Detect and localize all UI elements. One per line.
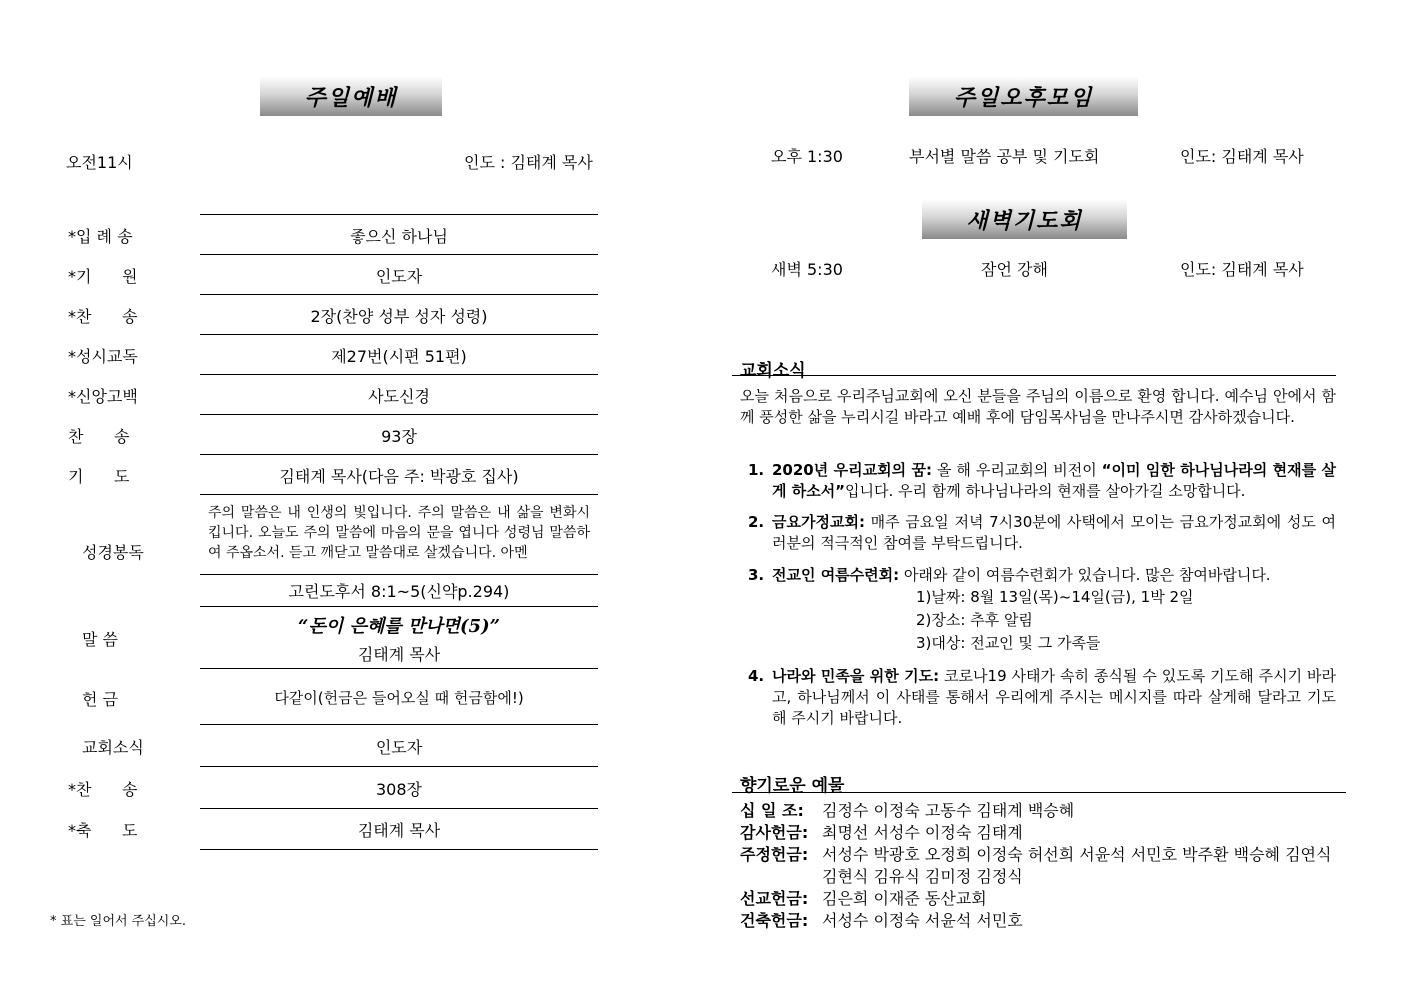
item-title: 나라와 민족을 위한 기도:	[772, 667, 940, 685]
retreat-target: 3)대상: 전교인 및 그 가족들	[916, 634, 1101, 652]
divider	[200, 574, 598, 575]
news-item-2	[748, 512, 1336, 554]
divider	[732, 792, 1346, 793]
item-number: 1.	[748, 461, 765, 479]
divider	[200, 766, 598, 767]
order-value: 인도자	[375, 267, 423, 286]
offering-names: 김은희 이재준 동산교회	[822, 889, 987, 908]
item-number: 3.	[748, 566, 765, 584]
reading-reference: 고린도후서 8:1~5(신약p.294)	[288, 582, 510, 601]
item-number: 4.	[748, 667, 765, 685]
sermon-title: “돈이 은혜를 만나면(5)”	[298, 616, 500, 637]
offering-type: 주정헌금:	[740, 845, 809, 864]
news-item-3	[748, 565, 1336, 655]
offering-row	[740, 888, 1340, 910]
divider	[200, 494, 598, 495]
divider	[200, 606, 598, 607]
news-item-1	[748, 460, 1336, 502]
offering-names: 서성수 이정숙 서윤석 서민호	[822, 911, 1023, 930]
dawn-banner: 새벽기도회	[922, 199, 1127, 239]
vision-quote: “이미 임한 하나님나라의 현재를 살게 하소서”	[772, 461, 1337, 500]
order-label: *입 례 송	[68, 227, 133, 246]
offering-names: 김정수 이정숙 고동수 김태계 백승혜	[822, 801, 1075, 820]
blessing-label: *축 도	[68, 821, 138, 840]
offering-row	[740, 910, 1340, 932]
divider	[200, 414, 598, 415]
order-value: 제27번(시편 51편)	[331, 347, 467, 366]
order-value: 김태계 목사(다음 주: 박광호 집사)	[279, 467, 519, 486]
divider	[200, 849, 598, 850]
divider	[732, 375, 1336, 376]
afternoon-desc: 부서별 말씀 공부 및 기도회	[909, 147, 1100, 166]
divider	[200, 724, 598, 725]
worship-leader: 인도 : 김태계 목사	[464, 153, 593, 172]
item-text: 코로나19 사태가 속히 종식될 수 있도록 기도해 주시기 바라고, 하나님께서 이 사태를 통해서 우리에게 주시는 메시지를 따라 살게해 달라고 기도해 주시기 바랍니다.	[772, 667, 1336, 727]
retreat-date: 1)날짜: 8월 13일(목)~14일(금), 1박 2일	[916, 588, 1194, 606]
news-label: 교회소식	[82, 738, 144, 757]
item-number: 2.	[748, 513, 765, 531]
item-title: 금요가정교회:	[772, 513, 865, 531]
item-title: 전교인 여름수련회:	[772, 566, 900, 584]
order-value: 사도신경	[368, 387, 430, 406]
divider	[200, 374, 598, 375]
divider	[200, 808, 598, 809]
dawn-leader: 인도: 김태계 목사	[1180, 260, 1304, 279]
order-value: 좋으신 하나님	[350, 227, 448, 246]
item-text: 올 해 우리교회의 비전이	[932, 461, 1102, 479]
item-text: 매주 금요일 저녁 7시30분에 사택에서 모이는 금요가정교회에 성도 여러분의 적극적인 참여를 부탁드립니다.	[772, 513, 1336, 552]
blessing-value: 김태계 목사	[357, 821, 441, 840]
afternoon-leader: 인도: 김태계 목사	[1180, 147, 1304, 166]
offering-row	[740, 800, 1340, 822]
item-title: 2020년 우리교회의 꿈:	[772, 461, 932, 479]
divider	[200, 294, 598, 295]
afternoon-banner: 주일오후모임	[909, 76, 1138, 116]
order-label: *찬 송	[68, 307, 138, 326]
offering-label: 헌 금	[82, 690, 118, 709]
news-intro: 오늘 처음으로 우리주님교회에 오신 분들을 주님의 이름으로 환영 합니다. 예수님 안에서 함께 풍성한 삶을 누리시길 바라고 예배 후에 담임목사님을 만나주시면 감사하겠습니다.	[740, 387, 1336, 426]
afternoon-time: 오후 1:30	[771, 147, 843, 166]
sermon-preacher: 김태계 목사	[357, 645, 441, 664]
divider	[200, 668, 598, 669]
item-text: 입니다. 우리 함께 하나님나라의 현재를 살아가길 소망합니다.	[845, 482, 1246, 500]
offering-type: 감사헌금:	[740, 823, 809, 842]
footnote: * 표는 일어서 주십시오.	[50, 914, 187, 929]
offering-list	[740, 800, 1340, 932]
dawn-time: 새벽 5:30	[771, 260, 843, 279]
offering-row	[740, 844, 1340, 888]
worship-time: 오전11시	[66, 153, 133, 172]
news-item-4	[748, 666, 1336, 729]
offering-type: 선교헌금:	[740, 889, 809, 908]
offering-value: 다같이(헌금은 들어오실 때 헌금함에!)	[274, 689, 524, 707]
reading-prayer-text: 주의 말씀은 내 인생의 빛입니다. 주의 말씀은 내 삶을 변화시킵니다. 오늘도 주의 말씀에 마음의 문을 엽니다 성령님 말씀하여 주옵소서. 듣고 깨닫고 말씀대로 살겠습니다. 아멘	[208, 505, 590, 561]
order-label: *기 원	[68, 267, 138, 286]
order-label: 기 도	[68, 467, 130, 486]
offering-names: 서성수 박광호 오정희 이정숙 허선희 서윤석 서민호 박주환 백승혜 김연식 김현식 김유식 김미정 김정식	[822, 845, 1332, 886]
offering-row	[740, 822, 1340, 844]
reading-label: 성경봉독	[82, 543, 144, 562]
news-value: 인도자	[375, 738, 423, 757]
offering-type: 십 일 조:	[740, 801, 804, 820]
divider	[200, 334, 598, 335]
hymn-label: *찬 송	[68, 780, 138, 799]
order-label: 찬 송	[68, 427, 130, 446]
item-text: 아래와 같이 여름수련회가 있습니다. 많은 참여바랍니다.	[899, 566, 1271, 584]
worship-banner: 주일예배	[260, 76, 442, 116]
sermon-label: 말 씀	[82, 630, 118, 649]
order-label: *신앙고백	[68, 387, 138, 406]
offering-type: 건축헌금:	[740, 911, 809, 930]
order-value: 93장	[381, 427, 417, 446]
news-heading: 교회소식	[740, 361, 806, 381]
divider	[200, 454, 598, 455]
retreat-place: 2)장소: 추후 알림	[916, 611, 1033, 629]
order-label: *성시교독	[68, 347, 138, 366]
offering-heading: 향기로운 예물	[740, 776, 845, 796]
offering-names: 최명선 서성수 이정숙 김태계	[822, 823, 1023, 842]
divider	[200, 214, 598, 215]
divider	[200, 254, 598, 255]
order-value: 2장(찬양 성부 성자 성령)	[310, 307, 488, 326]
hymn-value: 308장	[376, 780, 422, 799]
dawn-desc: 잠언 강해	[981, 260, 1048, 279]
